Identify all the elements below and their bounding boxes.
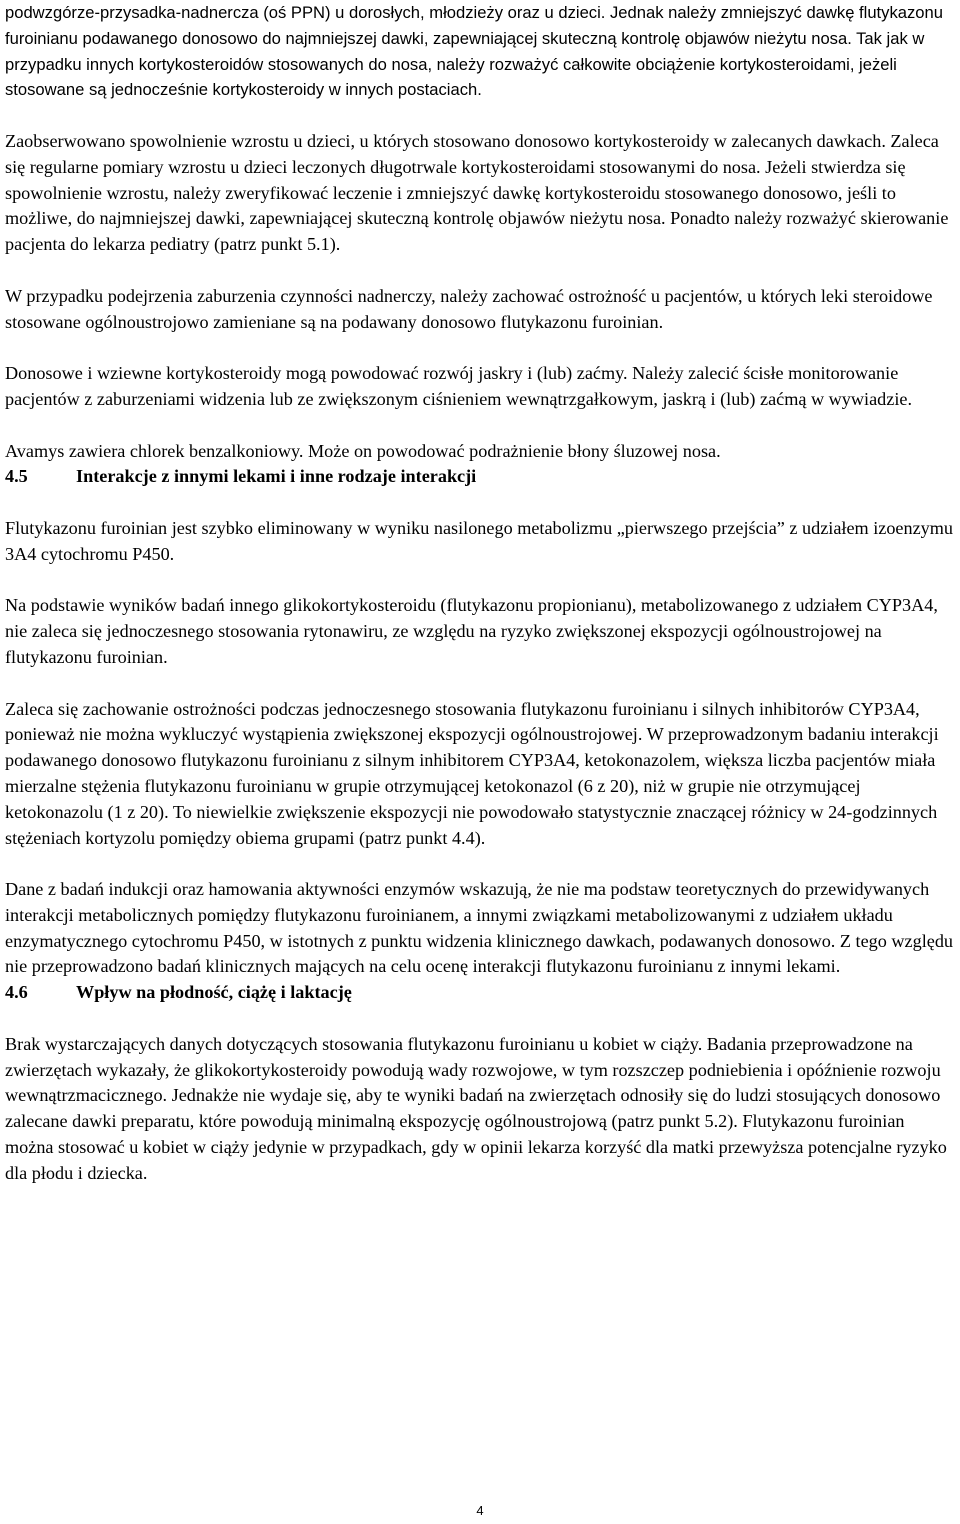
paragraph-metabolism: Flutykazonu furoinian jest szybko eliminowany w wyniku nasilonego metabolizmu „pierwszego przejścia” z udziałem izoenzymu 3A4 cytochromu P450. <box>5 517 954 564</box>
document-page <box>5 0 955 1187</box>
paragraph-growth: Zaobserwowano spowolnienie wzrostu u dzieci, u których stosowano donosowo kortykosteroidy w zalecanych dawkach. Zaleca się regularne pomiary wzrostu u dzieci leczonych długotrwale kortykosteroidami stosowanymi do nosa. Jeżeli stwierdza się spowolnienie wzrostu, należy zweryfikować leczenie i zmniejszyć dawkę kortykosteroidu stosowanego donosowo, jeśli to możliwe, do najmniejszej dawki, zapewniającej skuteczną kontrolę objawów nieżytu nosa. Ponadto należy rozważyć skierowanie pacjenta do lekarza pediatry (patrz punkt 5.1). <box>5 130 949 255</box>
paragraph-glaucoma: Donosowe i wziewne kortykosteroidy mogą powodować rozwój jaskry i (lub) zaćmy. Należy zalecić ścisłe monitorowanie pacjentów z zaburzeniami widzenia lub ze zwiększonym ciśnieniem wewnątrzgałkowym, jaskrą i (lub) zaćmą w wywiadzie. <box>5 363 912 409</box>
section-number: 4.5 <box>5 466 28 487</box>
section-title: Wpływ na płodność, ciążę i laktację <box>76 982 352 1003</box>
paragraph-hpa-axis: podwzgórze-przysadka-nadnercza (oś PPN) u dorosłych, młodzieży oraz u dzieci. Jednak należy zmniejszyć dawkę flutykazonu furoinianu podawanego donosowo do najmniejszej dawki, zapewniającej skuteczną kontrolę objawów nieżytu nosa. Tak jak w przypadku innych kortykosteroidów stosowanych do nosa, należy rozważyć całkowite obciążenie kortykosteroidami, jeżeli stosowane są jednocześnie kortykosteroidy w innych postaciach. <box>5 3 943 100</box>
paragraph-induction: Dane z badań indukcji oraz hamowania aktywności enzymów wskazują, że nie ma podstaw teoretycznych do przewidywanych interakcji metabolicznych pomiędzy flutykazonu furoinianem, a innymi związkami metabolizowanymi z udziałem układu enzymatycznego cytochromu P450, w istotnych z punktu widzenia klinicznego dawkach, podawanych donosowo. Z tego względu nie przeprowadzono badań klinicznych mających na celu ocenę interakcji flutykazonu furoinianu z innymi lekami. <box>5 879 954 977</box>
paragraph-ritonavir: Na podstawie wyników badań innego glikokortykosteroidu (flutykazonu propionianu), metabolizowanego z udziałem CYP3A4, nie zaleca się jednoczesnego stosowania rytonawiru, ze względu na ryzyko zwiększonej ekspozycji ogólnoustrojowej na flutykazonu furoinian. <box>5 595 938 667</box>
paragraph-pregnancy: Brak wystarczających danych dotyczących stosowania flutykazonu furoinianu u kobiet w ciąży. Badania przeprowadzone na zwierzętach wykazały, że glikokortykosteroidy powodują wady rozwojowe, w tym rozszczep podniebienia i opóźnienie rozwoju wewnątrzmacicznego. Jednakże nie wydaje się, aby te wyniki badań na zwierzętach odnosiły się do ludzi stosujących donosowo zalecane dawki preparatu, które powodują minimalną ekspozycję ogólnoustrojową (patrz punkt 5.2). Flutykazonu furoinian można stosować u kobiet w ciąży jedynie w przypadkach, gdy w opinii lekarza korzyść dla matki przewyższa potencjalne ryzyko dla płodu i dziecka. <box>5 1033 947 1183</box>
section-number: 4.6 <box>5 982 28 1003</box>
paragraph-adrenal: W przypadku podejrzenia zaburzenia czynności nadnerczy, należy zachować ostrożność u pacjentów, u których leki steroidowe stosowane ogólnoustrojowo zamieniane są na podawany donosowo flutykazonu furoinian. <box>5 285 933 332</box>
section-heading-4-6 <box>5 980 955 1006</box>
paragraph-benzalkonium: Avamys zawiera chlorek benzalkoniowy. Może on powodować podrażnienie błony śluzowej nosa. <box>5 440 721 461</box>
section-title: Interakcje z innymi lekami i inne rodzaje interakcji <box>76 466 477 487</box>
section-heading-4-5 <box>5 464 955 490</box>
paragraph-cyp3a4: Zaleca się zachowanie ostrożności podczas jednoczesnego stosowania flutykazonu furoinianu i silnych inhibitorów CYP3A4, ponieważ nie można wykluczyć wystąpienia zwiększonej ekspozycji ogólnoustrojowej. W przeprowadzonym badaniu interakcji podawanego donosowo flutykazonu furoinianu z silnym inhibitorem CYP3A4, ketokonazolem, większa liczba pacjentów miała mierzalne stężenia flutykazonu furoinianu w grupie otrzymującej ketokonazol (6 z 20), niż w grupie nie otrzymującej ketokonazolu (1 z 20). To niewielkie zwiększenie ekspozycji nie powodowało statystycznie znaczącej różnicy w 24-godzinnych stężeniach kortyzolu pomiędzy obiema grupami (patrz punkt 4.4). <box>5 698 939 848</box>
page-number: 4 <box>476 1503 484 1518</box>
